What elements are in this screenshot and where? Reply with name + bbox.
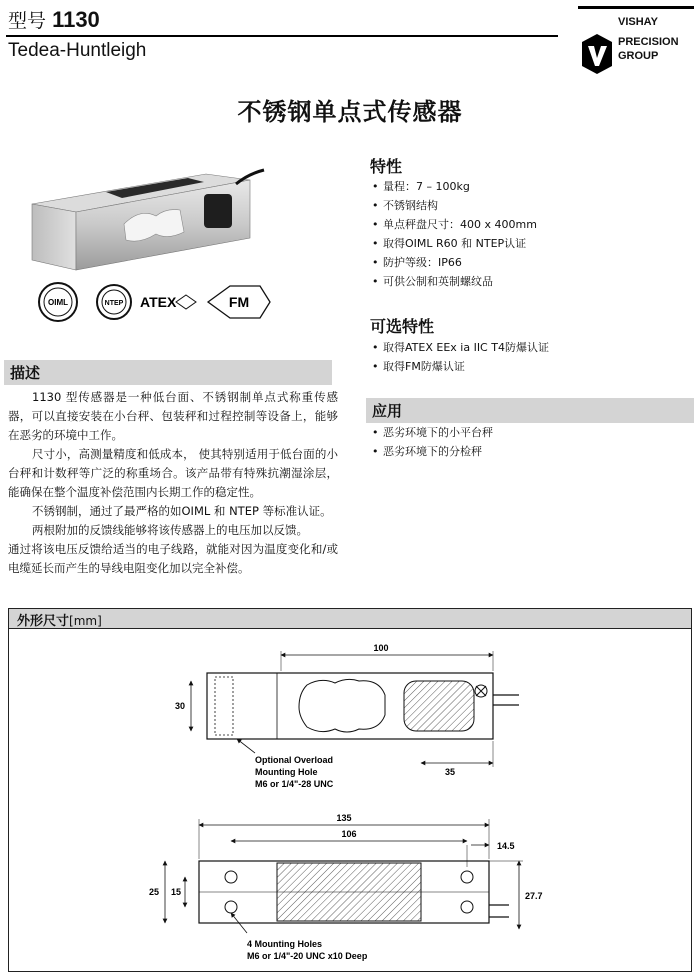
description-heading: 描述 (4, 360, 332, 385)
applications-list (372, 423, 493, 461)
description-paragraph: 尺寸小，高测量精度和低成本， 使其特别适用于低台面的小台秤和计数秤等广泛的称重场合。该产品带有特殊抗潮湿涂层，能确保在整个温度补偿范围内长期工作的稳定性。 (8, 447, 338, 499)
list-item: • 取得OIML R60 和 NTEP认证 (372, 234, 537, 253)
dim-14-5: 14.5 (497, 841, 515, 851)
brand-name: Tedea-Huntleigh (8, 40, 147, 61)
cert-fm: FM (228, 294, 250, 310)
description-paragraph: 不锈钢制，通过了最严格的如OIML 和 NTEP 等标准认证。 (32, 504, 332, 518)
features-list (372, 177, 537, 291)
features-heading: 特性 (370, 157, 403, 176)
description-paragraph: 两根附加的反馈线能够将该传感器上的电压加以反馈。 (32, 523, 308, 537)
model-prefix: 型号 (8, 10, 47, 32)
logo-line1: VISHAY (618, 16, 658, 28)
dim-25: 25 (149, 887, 160, 897)
description-paragraph: 1130 型传感器是一种低台面、不锈钢制单点式称重传感器，可以直接安装在小台秤、包装秤和过程控制等设备上，能够在恶劣的环境中工作。 (8, 390, 338, 442)
description-body (8, 388, 338, 578)
list-item: • 量程：7 – 100kg (372, 177, 537, 196)
list-item: • 恶劣环境下的小平台秤 (372, 423, 493, 442)
cert-oiml: OIML (48, 298, 68, 307)
dim-106: 106 (341, 829, 357, 839)
dimensions-panel (8, 608, 692, 972)
dim-100: 100 (373, 643, 389, 653)
list-item: • 防护等级：IP66 (372, 253, 537, 272)
model-number: 1130 (52, 7, 100, 32)
load-cell-image (28, 160, 268, 278)
list-item: • 不锈钢结构 (372, 196, 537, 215)
dim-135: 135 (336, 813, 352, 823)
mounting-note-2: M6 or 1/4"-20 UNC x10 Deep (247, 951, 368, 961)
overload-note-1: Optional Overload (255, 755, 334, 765)
page-title: 不锈钢单点式传感器 (237, 97, 463, 126)
cert-atex: ATEX (140, 294, 177, 310)
list-item: • 单点秤盘尺寸：400 x 400mm (372, 215, 537, 234)
ntep-mark-icon (97, 285, 131, 319)
dim-27-7: 27.7 (525, 891, 543, 901)
options-list (372, 338, 549, 376)
cert-ntep: NTEP (104, 300, 124, 307)
top-view-drawing (175, 643, 519, 789)
dim-15: 15 (171, 887, 182, 897)
list-item: • 恶劣环境下的分检秤 (372, 442, 493, 461)
side-view-drawing (149, 813, 543, 961)
logo-bar (578, 6, 694, 9)
dimensions-heading: 外形尺寸 (17, 614, 70, 629)
dim-35: 35 (445, 767, 456, 777)
fm-mark-icon (208, 286, 270, 318)
list-item: • 取得FM防爆认证 (372, 357, 549, 376)
dimension-drawing (9, 629, 691, 971)
logo-line2: PRECISION (618, 36, 679, 48)
overload-note-3: M6 or 1/4"-28 UNC (255, 779, 334, 789)
vishay-logo (578, 6, 694, 76)
certification-logos (36, 280, 276, 324)
vishay-seal-icon (580, 32, 614, 76)
list-item: • 取得ATEX EEx ia IIC T4防爆认证 (372, 338, 549, 357)
header-rule (6, 35, 558, 37)
logo-line3: GROUP (618, 50, 659, 62)
dimensions-header (9, 609, 691, 629)
dim-30: 30 (175, 701, 186, 711)
model-title (8, 6, 100, 33)
list-item: • 可供公制和英制螺纹品 (372, 272, 537, 291)
dimensions-unit: [mm] (69, 614, 102, 628)
options-heading: 可选特性 (370, 317, 435, 336)
description-paragraph: 通过将该电压反馈给适当的电子线路，就能对因为温度变化和/或电缆延长而产生的导线电阻变化加以完全补偿。 (8, 542, 338, 575)
mounting-note-1: 4 Mounting Holes (247, 939, 322, 949)
overload-note-2: Mounting Hole (255, 767, 318, 777)
atex-mark-icon (140, 294, 196, 310)
oiml-mark-icon (39, 283, 77, 321)
applications-heading: 应用 (366, 398, 694, 423)
